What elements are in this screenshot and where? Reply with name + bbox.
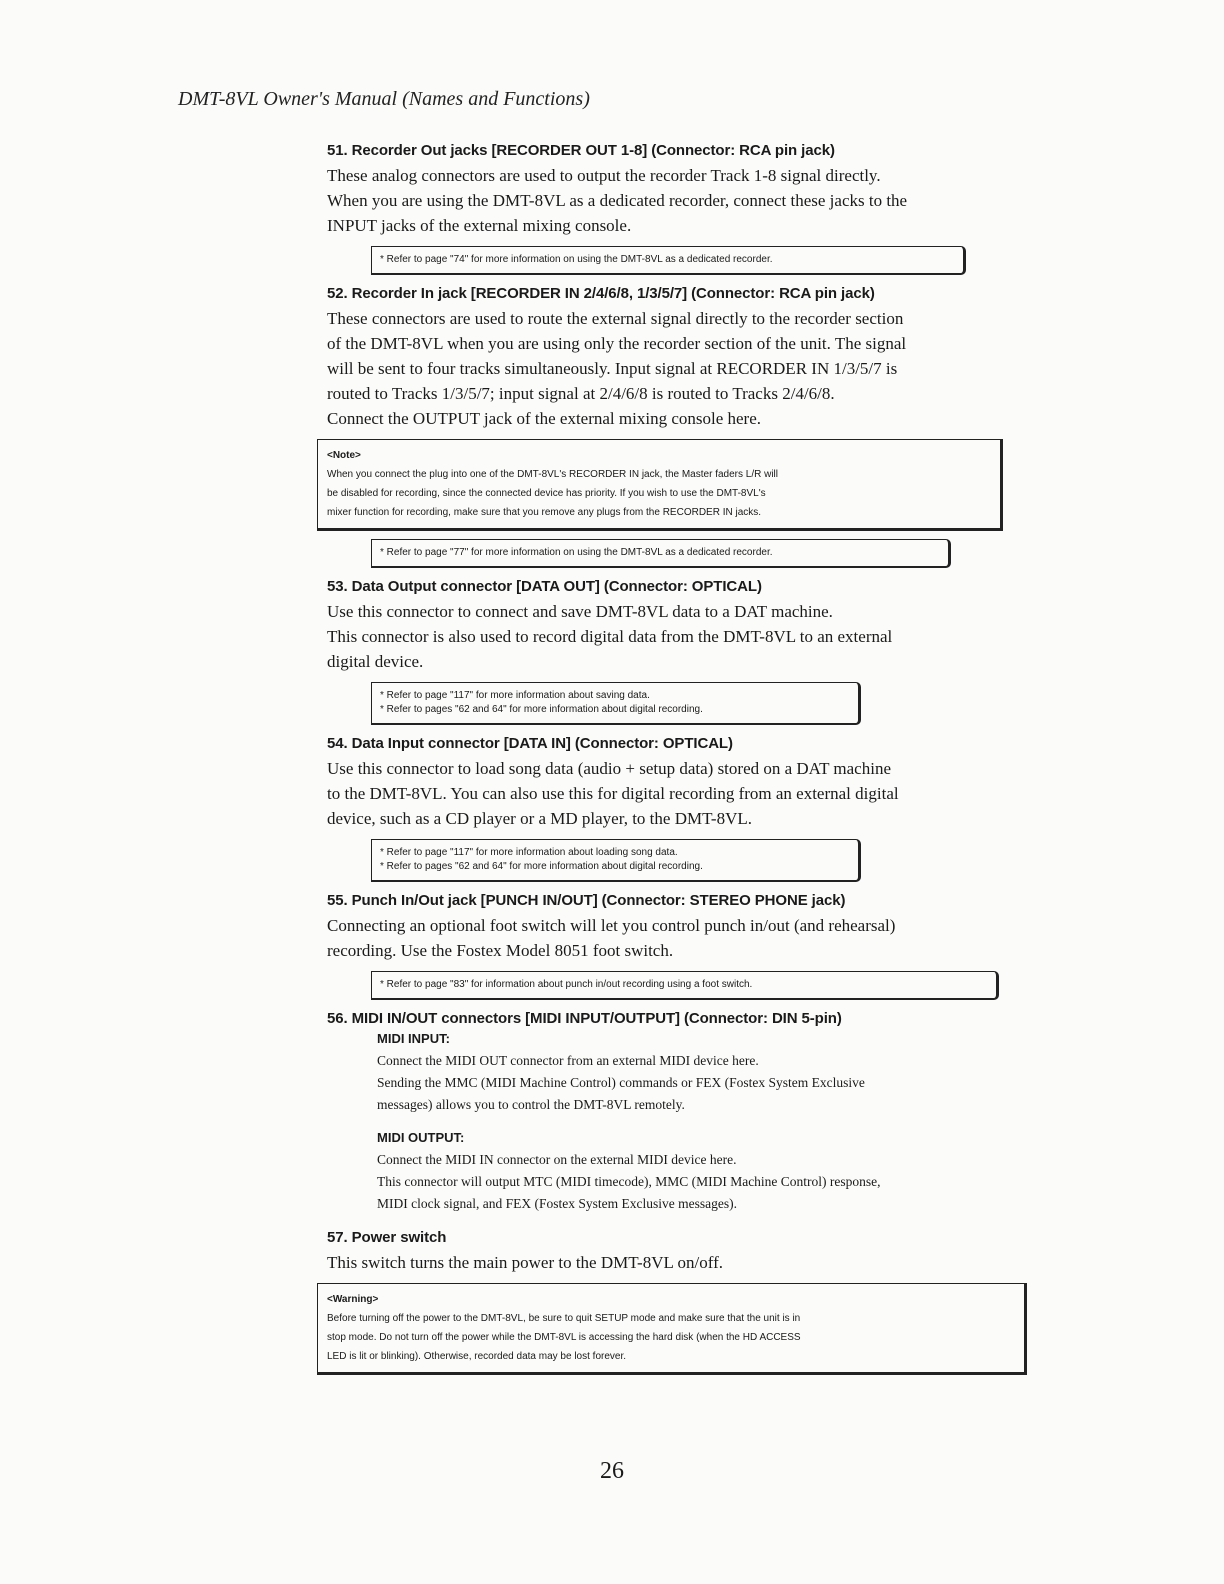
midi-output-text — [377, 1149, 1032, 1215]
midi-input-block — [377, 1031, 1032, 1215]
body-line: Connect the MIDI OUT connector from an external MIDI device here. — [377, 1053, 759, 1068]
midi-input-text — [377, 1050, 1032, 1116]
section-53 — [327, 578, 1032, 725]
reference-box — [371, 971, 999, 1000]
warning-title: <Warning> — [327, 1294, 379, 1305]
reference-box — [371, 682, 861, 725]
reference-box — [371, 246, 966, 275]
warning-line: Before turning off the power to the DMT-8VL, be sure to quit SETUP mode and make sure that the unit is in — [327, 1313, 801, 1324]
section-body — [327, 913, 1032, 963]
section-54 — [327, 735, 1032, 882]
body-line: recording. Use the Fostex Model 8051 foot switch. — [327, 941, 674, 960]
note-line: be disabled for recording, since the connected device has priority. If you wish to use the DMT-8VL's — [327, 488, 766, 499]
body-line: Use this connector to load song data (audio + setup data) stored on a DAT machine — [327, 759, 891, 778]
reference-box — [371, 839, 861, 882]
note-line: mixer function for recording, make sure that you remove any plugs from the RECORDER IN jacks. — [327, 507, 762, 518]
body-line: messages) allows you to control the DMT-8VL remotely. — [377, 1097, 685, 1112]
body-line: Connect the MIDI IN connector on the external MIDI device here. — [377, 1152, 737, 1167]
page-header: DMT-8VL Owner's Manual (Names and Functions) — [178, 88, 590, 110]
reference-box — [371, 539, 951, 568]
section-title: 56. MIDI IN/OUT connectors [MIDI INPUT/OUTPUT] (Connector: DIN 5-pin) — [327, 1010, 842, 1027]
section-title: 53. Data Output connector [DATA OUT] (Connector: OPTICAL) — [327, 578, 762, 595]
section-55 — [327, 892, 1032, 1000]
body-line: to the DMT-8VL. You can also use this for digital recording from an external digital — [327, 784, 899, 803]
note-title: <Note> — [327, 450, 361, 461]
section-title: 54. Data Input connector [DATA IN] (Connector: OPTICAL) — [327, 735, 733, 752]
section-title: 57. Power switch — [327, 1229, 447, 1246]
reference-line: * Refer to page "117" for more information about saving data. — [380, 690, 650, 701]
note-box — [317, 439, 1003, 531]
reference-line: * Refer to page "117" for more information about loading song data. — [380, 847, 678, 858]
body-line: Sending the MMC (MIDI Machine Control) commands or FEX (Fostex System Exclusive — [377, 1075, 865, 1090]
body-line: Connecting an optional foot switch will let you control punch in/out (and rehearsal) — [327, 916, 896, 935]
page-content — [327, 142, 1032, 1381]
body-line: MIDI clock signal, and FEX (Fostex System Exclusive messages). — [377, 1196, 737, 1211]
body-line: These analog connectors are used to output the recorder Track 1-8 signal directly. — [327, 166, 881, 185]
warning-line: stop mode. Do not turn off the power while the DMT-8VL is accessing the hard disk (when the HD ACCESS — [327, 1332, 801, 1343]
section-title: 51. Recorder Out jacks [RECORDER OUT 1-8] (Connector: RCA pin jack) — [327, 142, 835, 159]
section-body — [327, 163, 1032, 238]
midi-output-title: MIDI OUTPUT: — [377, 1130, 465, 1145]
body-line: Connect the OUTPUT jack of the external mixing console here. — [327, 409, 762, 428]
reference-line: * Refer to pages "62 and 64" for more information about digital recording. — [380, 861, 703, 872]
section-body — [327, 1250, 1032, 1275]
reference-line: * Refer to page "77" for more information on using the DMT-8VL as a dedicated recorder. — [380, 547, 773, 558]
section-title: 52. Recorder In jack [RECORDER IN 2/4/6/8, 1/3/5/7] (Connector: RCA pin jack) — [327, 285, 875, 302]
section-52 — [327, 285, 1032, 568]
body-line: INPUT jacks of the external mixing console. — [327, 216, 632, 235]
body-line: When you are using the DMT-8VL as a dedicated recorder, connect these jacks to the — [327, 191, 908, 210]
section-57 — [327, 1229, 1032, 1375]
page-number: 26 — [600, 1458, 624, 1484]
section-body — [327, 306, 1032, 431]
section-body — [327, 756, 1032, 831]
midi-input-title: MIDI INPUT: — [377, 1031, 450, 1046]
body-line: will be sent to four tracks simultaneously. Input signal at RECORDER IN 1/3/5/7 is — [327, 359, 898, 378]
body-line: These connectors are used to route the external signal directly to the recorder section — [327, 309, 904, 328]
body-line: of the DMT-8VL when you are using only the recorder section of the unit. The signal — [327, 334, 907, 353]
section-title: 55. Punch In/Out jack [PUNCH IN/OUT] (Connector: STEREO PHONE jack) — [327, 892, 846, 909]
reference-line: * Refer to page "83" for information about punch in/out recording using a foot switch. — [380, 979, 753, 990]
body-line: This connector will output MTC (MIDI timecode), MMC (MIDI Machine Control) response, — [377, 1174, 881, 1189]
warning-box — [317, 1283, 1027, 1375]
reference-line: * Refer to page "74" for more information on using the DMT-8VL as a dedicated recorder. — [380, 254, 773, 265]
body-line: This connector is also used to record digital data from the DMT-8VL to an external — [327, 627, 893, 646]
warning-line: LED is lit or blinking). Otherwise, recorded data may be lost forever. — [327, 1351, 627, 1362]
body-line: This switch turns the main power to the DMT-8VL on/off. — [327, 1253, 723, 1272]
body-line: device, such as a CD player or a MD player, to the DMT-8VL. — [327, 809, 752, 828]
reference-line: * Refer to pages "62 and 64" for more information about digital recording. — [380, 704, 703, 715]
section-51 — [327, 142, 1032, 275]
body-line: routed to Tracks 1/3/5/7; input signal at 2/4/6/8 is routed to Tracks 2/4/6/8. — [327, 384, 835, 403]
section-body — [327, 599, 1032, 674]
note-line: When you connect the plug into one of the DMT-8VL's RECORDER IN jack, the Master faders L/R will — [327, 469, 778, 480]
body-line: Use this connector to connect and save DMT-8VL data to a DAT machine. — [327, 602, 833, 621]
section-56 — [327, 1010, 1032, 1215]
body-line: digital device. — [327, 652, 424, 671]
